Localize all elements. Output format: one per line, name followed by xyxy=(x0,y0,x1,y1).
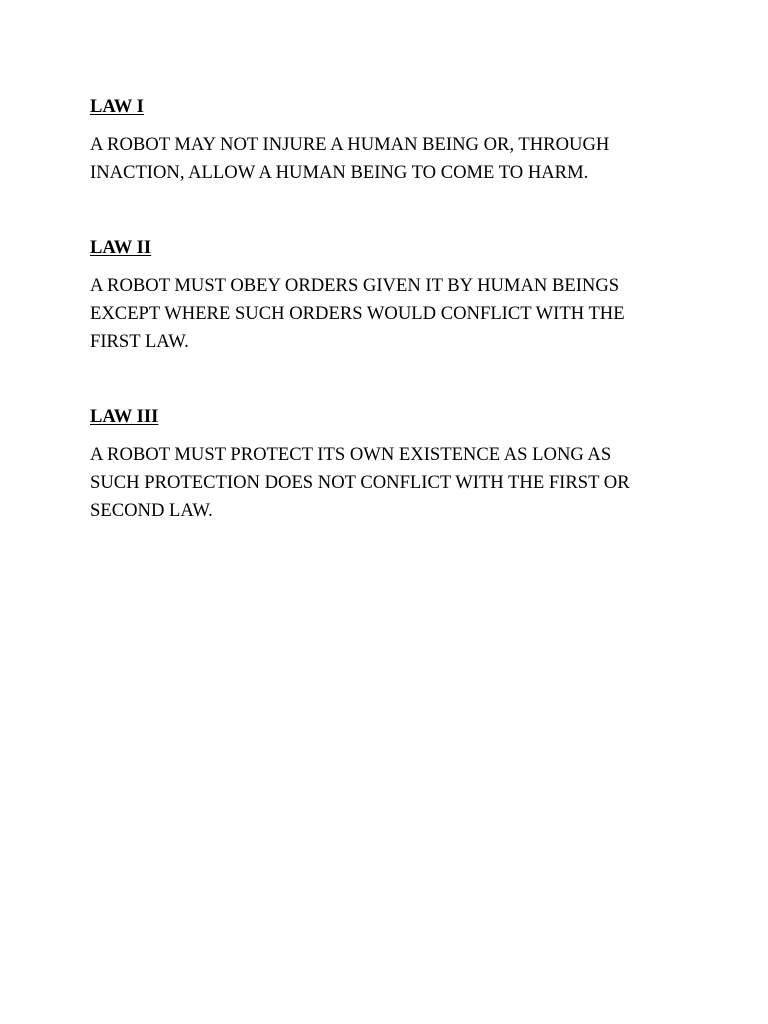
law-text: A ROBOT MUST PROTECT ITS OWN EXISTENCE AS LONG AS SUCH PROTECTION DOES NOT CONFLICT WITH THE FIRST OR SECOND LAW. xyxy=(90,444,630,521)
law-section-3 xyxy=(90,403,690,525)
law-text: A ROBOT MAY NOT INJURE A HUMAN BEING OR, THROUGH INACTION, ALLOW A HUMAN BEING TO COME TO HARM. xyxy=(90,134,610,183)
law-section-2 xyxy=(90,234,690,356)
law-heading: LAW II xyxy=(90,237,152,258)
law-section-1 xyxy=(90,93,690,187)
law-heading: LAW I xyxy=(90,96,144,117)
document-body xyxy=(90,93,690,525)
law-heading: LAW III xyxy=(90,406,159,427)
law-text: A ROBOT MUST OBEY ORDERS GIVEN IT BY HUMAN BEINGS EXCEPT WHERE SUCH ORDERS WOULD CONFLICT WITH THE FIRST LAW. xyxy=(90,275,625,352)
